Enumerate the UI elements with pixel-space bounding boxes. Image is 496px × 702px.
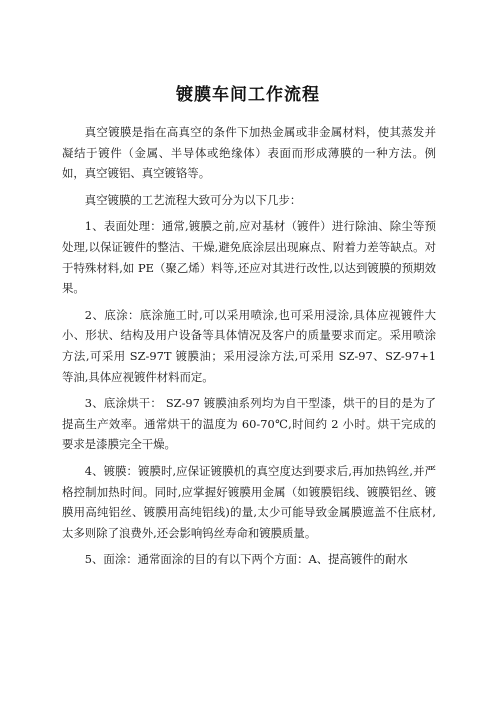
document-body bbox=[62, 122, 436, 576]
paragraph-intro: 真空镀膜是指在高真空的条件下加热金属或非金属材料，使其蒸发并凝结于镀件（金属、半导体或绝缘体）表面而形成薄膜的一种方法。例如，真空镀铝、真空镀铬等。 bbox=[62, 125, 436, 181]
paragraph-step-2-base-coat: 2、底涂：底涂施工时,可以采用喷涂,也可采用浸涂,具体应视镀件大小、形状、结构及用户设备等具体情况及客户的质量要求而定。采用喷涂方法,可采用 SZ-97T 镀膜油；采用浸涂方法,可采用 SZ-97、SZ-97+1 等油,具体应视镀件材料而定。 bbox=[62, 307, 436, 384]
paragraph-step-1-surface-treatment: 1、表面处理：通常,镀膜之前,应对基材（镀件）进行除油、除尘等预处理,以保证镀件的整洁、干燥,避免底涂层出现麻点、附着力差等缺点。对于特殊材料,如 PE（聚乙烯）料等,还应对其进行改性,以达到镀膜的预期效果。 bbox=[62, 219, 436, 296]
paragraph-process-overview: 真空镀膜的工艺流程大致可分为以下几步： bbox=[84, 192, 302, 207]
paragraph-step-4-coating: 4、镀膜：镀膜时,应保证镀膜机的真空度达到要求后,再加热钨丝,并严格控制加热时间。同时,应掌握好镀膜用金属（如镀膜铝线、镀膜铝丝、镀膜用高纯铝丝、镀膜用高纯铝线)的量,太少可能导致金属膜遮盖不住底材,太多则除了浪费外,还会影响钨丝寿命和镀膜质量。 bbox=[62, 463, 436, 540]
paragraph-step-3-drying: 3、底涂烘干： SZ-97 镀膜油系列均为自干型漆，烘干的目的是为了提高生产效率。通常烘干的温度为 60-70℃,时间约 2 小时。烘干完成的要求是漆膜完全干燥。 bbox=[62, 396, 436, 452]
document-title: 镀膜车间工作流程 bbox=[176, 85, 320, 105]
paragraph-step-5-top-coat: 5、面涂：通常面涂的目的有以下两个方面：A、提高镀件的耐水 bbox=[84, 552, 408, 567]
